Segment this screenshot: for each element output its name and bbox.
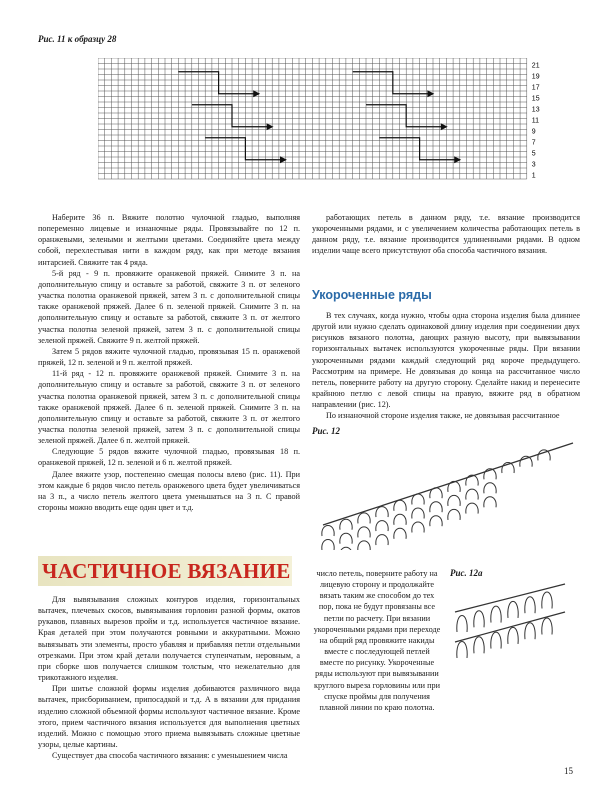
figure-12-caption: Рис. 12 xyxy=(312,426,340,436)
stitch-loop xyxy=(525,597,535,614)
row-number: 7 xyxy=(531,139,536,147)
row-number: 19 xyxy=(531,73,540,81)
section-banner xyxy=(38,556,292,586)
stitch-loop xyxy=(466,503,478,513)
stitch-loop xyxy=(484,497,496,508)
arrow-head xyxy=(281,157,286,162)
figure-11-caption: Рис. 11 к образцу 28 xyxy=(38,34,117,44)
stitch-loop xyxy=(491,606,501,623)
stitch-loop xyxy=(430,488,442,499)
stitch-loop xyxy=(412,508,424,519)
stitch-loop xyxy=(457,642,467,659)
arrow-head xyxy=(428,91,433,96)
stitch-loop xyxy=(542,592,552,609)
paragraph: В тех случаях, когда нужно, чтобы одна сторона изделия была длиннее другой или нужно сделать одинаковой длину изделия при соединении двух рисунков вязаного полотна, дающих разную высоту, при вывязывании горизонтальных вытачек используются укороченные ряды. При вязании укороченными рядами каждый следующий ряд короче предыдущего. Рассмотрим на примере. Не довязывая до конца на рассчитанное число петель, поверните работу на другую сторону. Сделайте накид и перенесите крайнюю петлю с левой спицы на правую, вяжите ряд в обратном направлении (рис. 12). xyxy=(312,311,580,410)
arrow-head xyxy=(441,124,446,129)
arrow-head xyxy=(254,91,259,96)
row-number: 21 xyxy=(531,62,540,70)
arrow-head xyxy=(267,124,272,129)
stitch-loop xyxy=(508,627,518,644)
needle-line-b xyxy=(455,612,565,642)
stitch-loop xyxy=(394,500,406,511)
paragraph: число петель, поверните работу на лицевую сторону и продолжайте вязать таким же способом до тех пор, пока не будут провязаны все петли по расчету. При вязании укороченными рядами при переходе на общий ряд провяжите накиды вместе с последующей петлей вместе по рисунку. Укороченные ряды используют при вывязывании круглого выреза горловины или при спуске проймы для получения плавной линии по краю полотна. xyxy=(313,569,441,712)
left-top-text xyxy=(38,212,300,513)
paragraph: Далее вяжите узор, постепенно смещая полосы влево (рис. 11). При этом каждые 6 рядов число петель оранжевого цвета будет увеличиваться на 3 п., а число петель желтого цвета уменьшаться на 3 п. С правой стороны можно вводить еще один цвет и т.д. xyxy=(38,469,300,513)
row-number: 13 xyxy=(531,106,540,114)
stitch-loop xyxy=(448,495,460,506)
stitch-loop xyxy=(525,623,535,640)
row-number: 9 xyxy=(531,128,536,136)
row-number: 17 xyxy=(531,84,540,92)
left-bottom-text xyxy=(38,594,300,761)
section-title: Укороченные ряды xyxy=(312,288,432,302)
needle-line xyxy=(323,443,573,525)
row-number: 3 xyxy=(531,161,536,169)
right-mid-text xyxy=(312,310,580,422)
stitch-loop xyxy=(412,494,424,505)
stitch-loop xyxy=(466,489,478,500)
paragraph: Существует два способа частичного вязания: с уменьшением числа xyxy=(52,751,288,761)
figure-12a-caption: Рис. 12а xyxy=(450,568,483,578)
stitch-loop xyxy=(340,533,352,544)
row-number: 11 xyxy=(531,117,540,125)
stitch-loop xyxy=(474,611,484,628)
stitch-loop xyxy=(430,502,442,513)
figure-12-illustration xyxy=(318,440,578,550)
paragraph: 5-й ряд - 9 п. провяжите оранжевой пряжей. Снимите 3 п. на дополнительную спицу и оставьте за работой, свяжите 3 п. от зеленого участка полотна оранжевой пряжей, затем 3 п. с дополнительной спицы также оранжевой пряжей. Далее 6 п. зеленой пряжей. Снимите 3 п. на дополнительную спицу и оставьте за работой, свяжите 3 п. от желтого участка полотна зеленой пряжей, затем 3 п. с дополнительной спицы зеленой пряжей. Свяжите 9 п. желтой пряжей. xyxy=(38,268,300,345)
paragraph: Следующие 5 рядов вяжите чулочной гладью, провязывая 18 п. оранжевой пряжей, 12 п. зеленой и 6 п. желтой пряжей. xyxy=(38,447,300,468)
row-number: 15 xyxy=(531,95,540,103)
paragraph: Наберите 36 п. Вяжите полотно чулочной гладью, выполняя попеременно лицевые и изнаночные ряды. Провязывайте по 12 п. оранжевыми, зелеными и желтыми цветами. Соединяйте цвета между собой, перехлестывая нити в каждом ряду, как при методе вязания интарсией. Свяжите так 4 ряда. xyxy=(38,213,300,267)
figure-12a-illustration xyxy=(450,582,570,667)
stripe-shift-arrow xyxy=(379,138,459,160)
page-number: 15 xyxy=(564,766,573,776)
stitch-loop xyxy=(376,535,388,546)
stitch-loop xyxy=(358,527,370,538)
row-number: 1 xyxy=(531,172,536,180)
stitch-loop xyxy=(322,526,334,537)
right-top-text xyxy=(312,212,580,257)
stitch-loop xyxy=(474,637,484,654)
stitch-loop xyxy=(542,618,552,635)
stitch-loop xyxy=(484,483,496,494)
stripe-shift-arrow xyxy=(192,105,272,127)
stitch-loop xyxy=(508,601,518,618)
stitch-loop xyxy=(376,521,388,532)
stripe-shift-arrow xyxy=(205,138,285,160)
row-number: 5 xyxy=(531,150,536,158)
stitch-loop xyxy=(394,514,406,525)
stitch-loop xyxy=(491,632,501,649)
stitch-loop xyxy=(448,481,460,492)
stitch-loop xyxy=(322,540,334,551)
paragraph: По изнаночной стороне изделия также, не довязывая рассчитанное xyxy=(326,411,560,421)
stitch-loop xyxy=(340,547,352,550)
stitch-loop xyxy=(430,516,442,527)
stitch-loop xyxy=(457,616,467,633)
stitch-loop xyxy=(448,509,460,520)
paragraph: Затем 5 рядов вяжите чулочной гладью, провязывая 15 п. оранжевой пряжей, 12 п. зеленой и 9 п. желтой пряжей. xyxy=(38,346,300,368)
stitch-loop xyxy=(538,450,550,461)
mid-bottom-text xyxy=(312,568,442,713)
stitch-loop xyxy=(394,528,406,539)
stitch-loop xyxy=(358,541,370,550)
stitch-loop xyxy=(340,519,352,530)
banner-title: ЧАСТИЧНОЕ ВЯЗАНИЕ xyxy=(42,559,291,583)
paragraph: работающих петель в данном ряду, т.е. вязание производится укороченными рядами, и с увеличением количества работающих петель в данном ряду, т.е. вязание производится удлиненными рядами. В одном изделии чаще всего присутствуют оба способа частичного вязания. xyxy=(312,213,580,256)
stripe-shift-arrow xyxy=(353,72,433,94)
stripe-shift-arrow xyxy=(366,105,446,127)
figure-11-chart xyxy=(98,58,558,188)
paragraph: 11-й ряд - 12 п. провяжите оранжевой пряжей. Снимите 3 п. на дополнительную спицу и оставьте за работой, свяжите 3 п. от зеленого участка полотна оранжевой пряжей, затем 3 п. с дополнительной спицы также оранжевой пряжей. Далее 6 п. зеленой пряжей. Снимите 3 п. на дополнительную спицу и оставьте за работой, свяжите 3 п. от желтого участка полотна зеленой пряжей, затем 3 п. с дополнительной спицы зеленой пряжей. Далее 6 п. желтой пряжей. xyxy=(38,369,300,446)
needle-line-a xyxy=(455,584,565,612)
stitch-loop xyxy=(412,522,424,533)
arrow-head xyxy=(455,157,460,162)
stitch-loop xyxy=(376,507,388,517)
stripe-shift-arrow xyxy=(178,72,258,94)
stitch-loop xyxy=(358,513,370,524)
paragraph: Для вывязывания сложных контуров изделия, горизонтальных вытачек, плечевых скосов, вывязывания горловин разной формы, окатов рукавов, плавных вырезов пройм и т.д. используется частичное вязание. Края деталей при этом получаются ровными и аккуратными. Можно вывязывать эти элементы, просто убавляя и прибавляя петли отдельными отрезками. При этом край детали получается ступенчатым, неровным, а при сборке шов получается слишком толстым, что нежелательно для трикотажного изделия. xyxy=(38,595,300,683)
paragraph: При шитье сложной формы изделия добиваются различного вида вытачек, присбориванием, припосадкой и т.д. А в вязании для придания изделию сложной объемной формы используют частичное вязание. Кроме этого, прием частичного вязания используется для выполнения цветных изделий. Можно с помощью этого приема вывязывать сложные цветные узоры, целые картины. xyxy=(38,684,300,750)
